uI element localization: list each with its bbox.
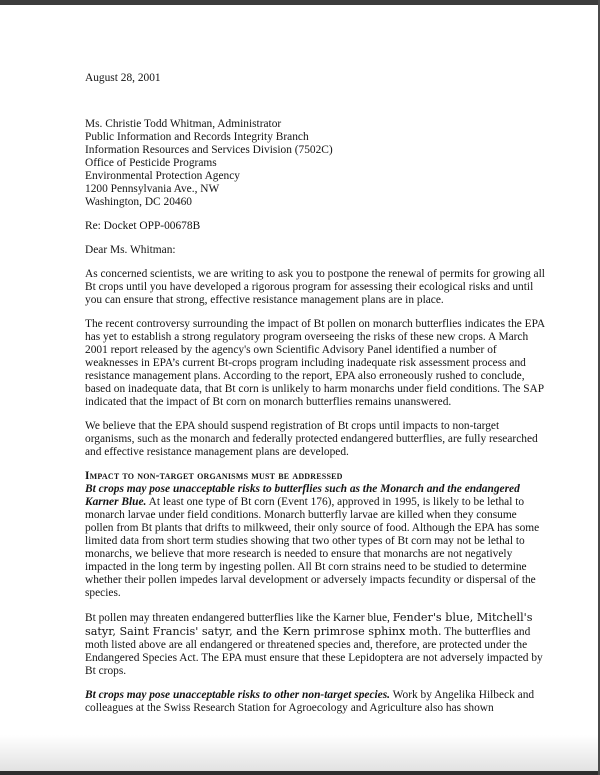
page-bottom-shadow [0,735,600,771]
recipient-address-block [85,118,545,209]
paragraph-opening: As concerned scientists, we are writing to ask you to postpone the renewal of permits for growing all Bt crops until you have developed a rigorous program for assessing their ecological risks and until you can ensure that strong, effective resistance management plans are in place. [85,268,545,306]
window-bottom-edge [0,771,600,775]
recipient-city: Washington, DC 20460 [85,196,192,208]
karner-body-text: At least one type of Bt corn (Event 176), approved in 1995, is likely to be lethal to monarch larvae under field conditions. Monarch butterfly larvae are killed when they consume pollen from Bt plants that drifts to milkweed, their only source of food. Although the EPA has some limited data from short term studies showing that two other types of Bt corn may not be lethal to monarchs, we believe that more research is needed to ensure that monarchs are not negatively impacted in the long term by ingesting pollen. All Bt corn strains need to be studied to determine whether their pollen impedes larval development or adversely impacts fecundity or dispersal of the species. [85,496,540,599]
recipient-branch: Public Information and Records Integrity Branch [85,131,309,143]
recipient-office: Office of Pesticide Programs [85,157,217,169]
paragraph-suspend-registration: We believe that the EPA should suspend registration of Bt crops until impacts to non-target organisms, such as the monarch and federally protected endangered butterflies, are fully researched and effective resistance management plans are developed. [85,420,538,458]
endangered-species-list: Fender's blue, Mitchell's satyr, Saint Francis' satyr, and the Kern primrose sphinx moth. [85,611,533,638]
paragraph-controversy: The recent controversy surrounding the impact of Bt pollen on monarch butterflies indicates the EPA has yet to establish a strong regulatory program overseeing the risks of these new crops. A March 2001 report released by the agency's own Scientific Advisory Panel identified a number of weaknesses in EPA’s current Bt-crops program including inadequate risk assessment process and resistance management plans. According to the report, EPA also erroneously rushed to conclude, based on inadequate data, that Bt corn is unlikely to harm monarchs under field conditions. The SAP indicated that the impact of Bt corn on monarch butterflies remains unanswered. [85,318,545,408]
recipient-street: 1200 Pennsylvania Ave., NW [85,183,220,195]
paragraph-other-species [85,689,545,715]
letter-date: August 28, 2001 [85,72,161,84]
paragraph-karner-blue [85,483,545,600]
karner-lead-sentence: Bt crops may pose unacceptable risks to butterflies such as the Monarch and the endangered Karner Blue. [85,483,520,508]
endangered-intro-text: Bt pollen may threaten endangered butterflies like the Karner blue, [85,612,393,624]
recipient-agency: Environmental Protection Agency [85,170,241,182]
window-top-edge [0,0,600,5]
recipient-name: Ms. Christie Todd Whitman, Administrator [85,118,282,130]
recipient-division: Information Resources and Services Division (7502C) [85,144,333,156]
other-species-body-text: Work by Angelika Hilbeck and colleagues at the Swiss Research Station for Agroecology and Agriculture also has shown [85,689,535,714]
salutation: Dear Ms. Whitman: [85,244,176,256]
reference-line: Re: Docket OPP-00678B [85,220,201,232]
endangered-rest-text: The butterflies and moth listed above are all endangered or threatened species and, therefore, are protected under the Endangered Species Act. The EPA must ensure that these Lepidoptera are not adversely impacted by Bt crops. [85,626,543,677]
other-species-lead-sentence: Bt crops may pose unacceptable risks to other non-target species. [85,689,391,701]
section-heading: Impact to non-target organisms must be addressed [85,470,343,482]
paragraph-endangered-species [85,611,545,678]
letter-content [85,72,545,726]
